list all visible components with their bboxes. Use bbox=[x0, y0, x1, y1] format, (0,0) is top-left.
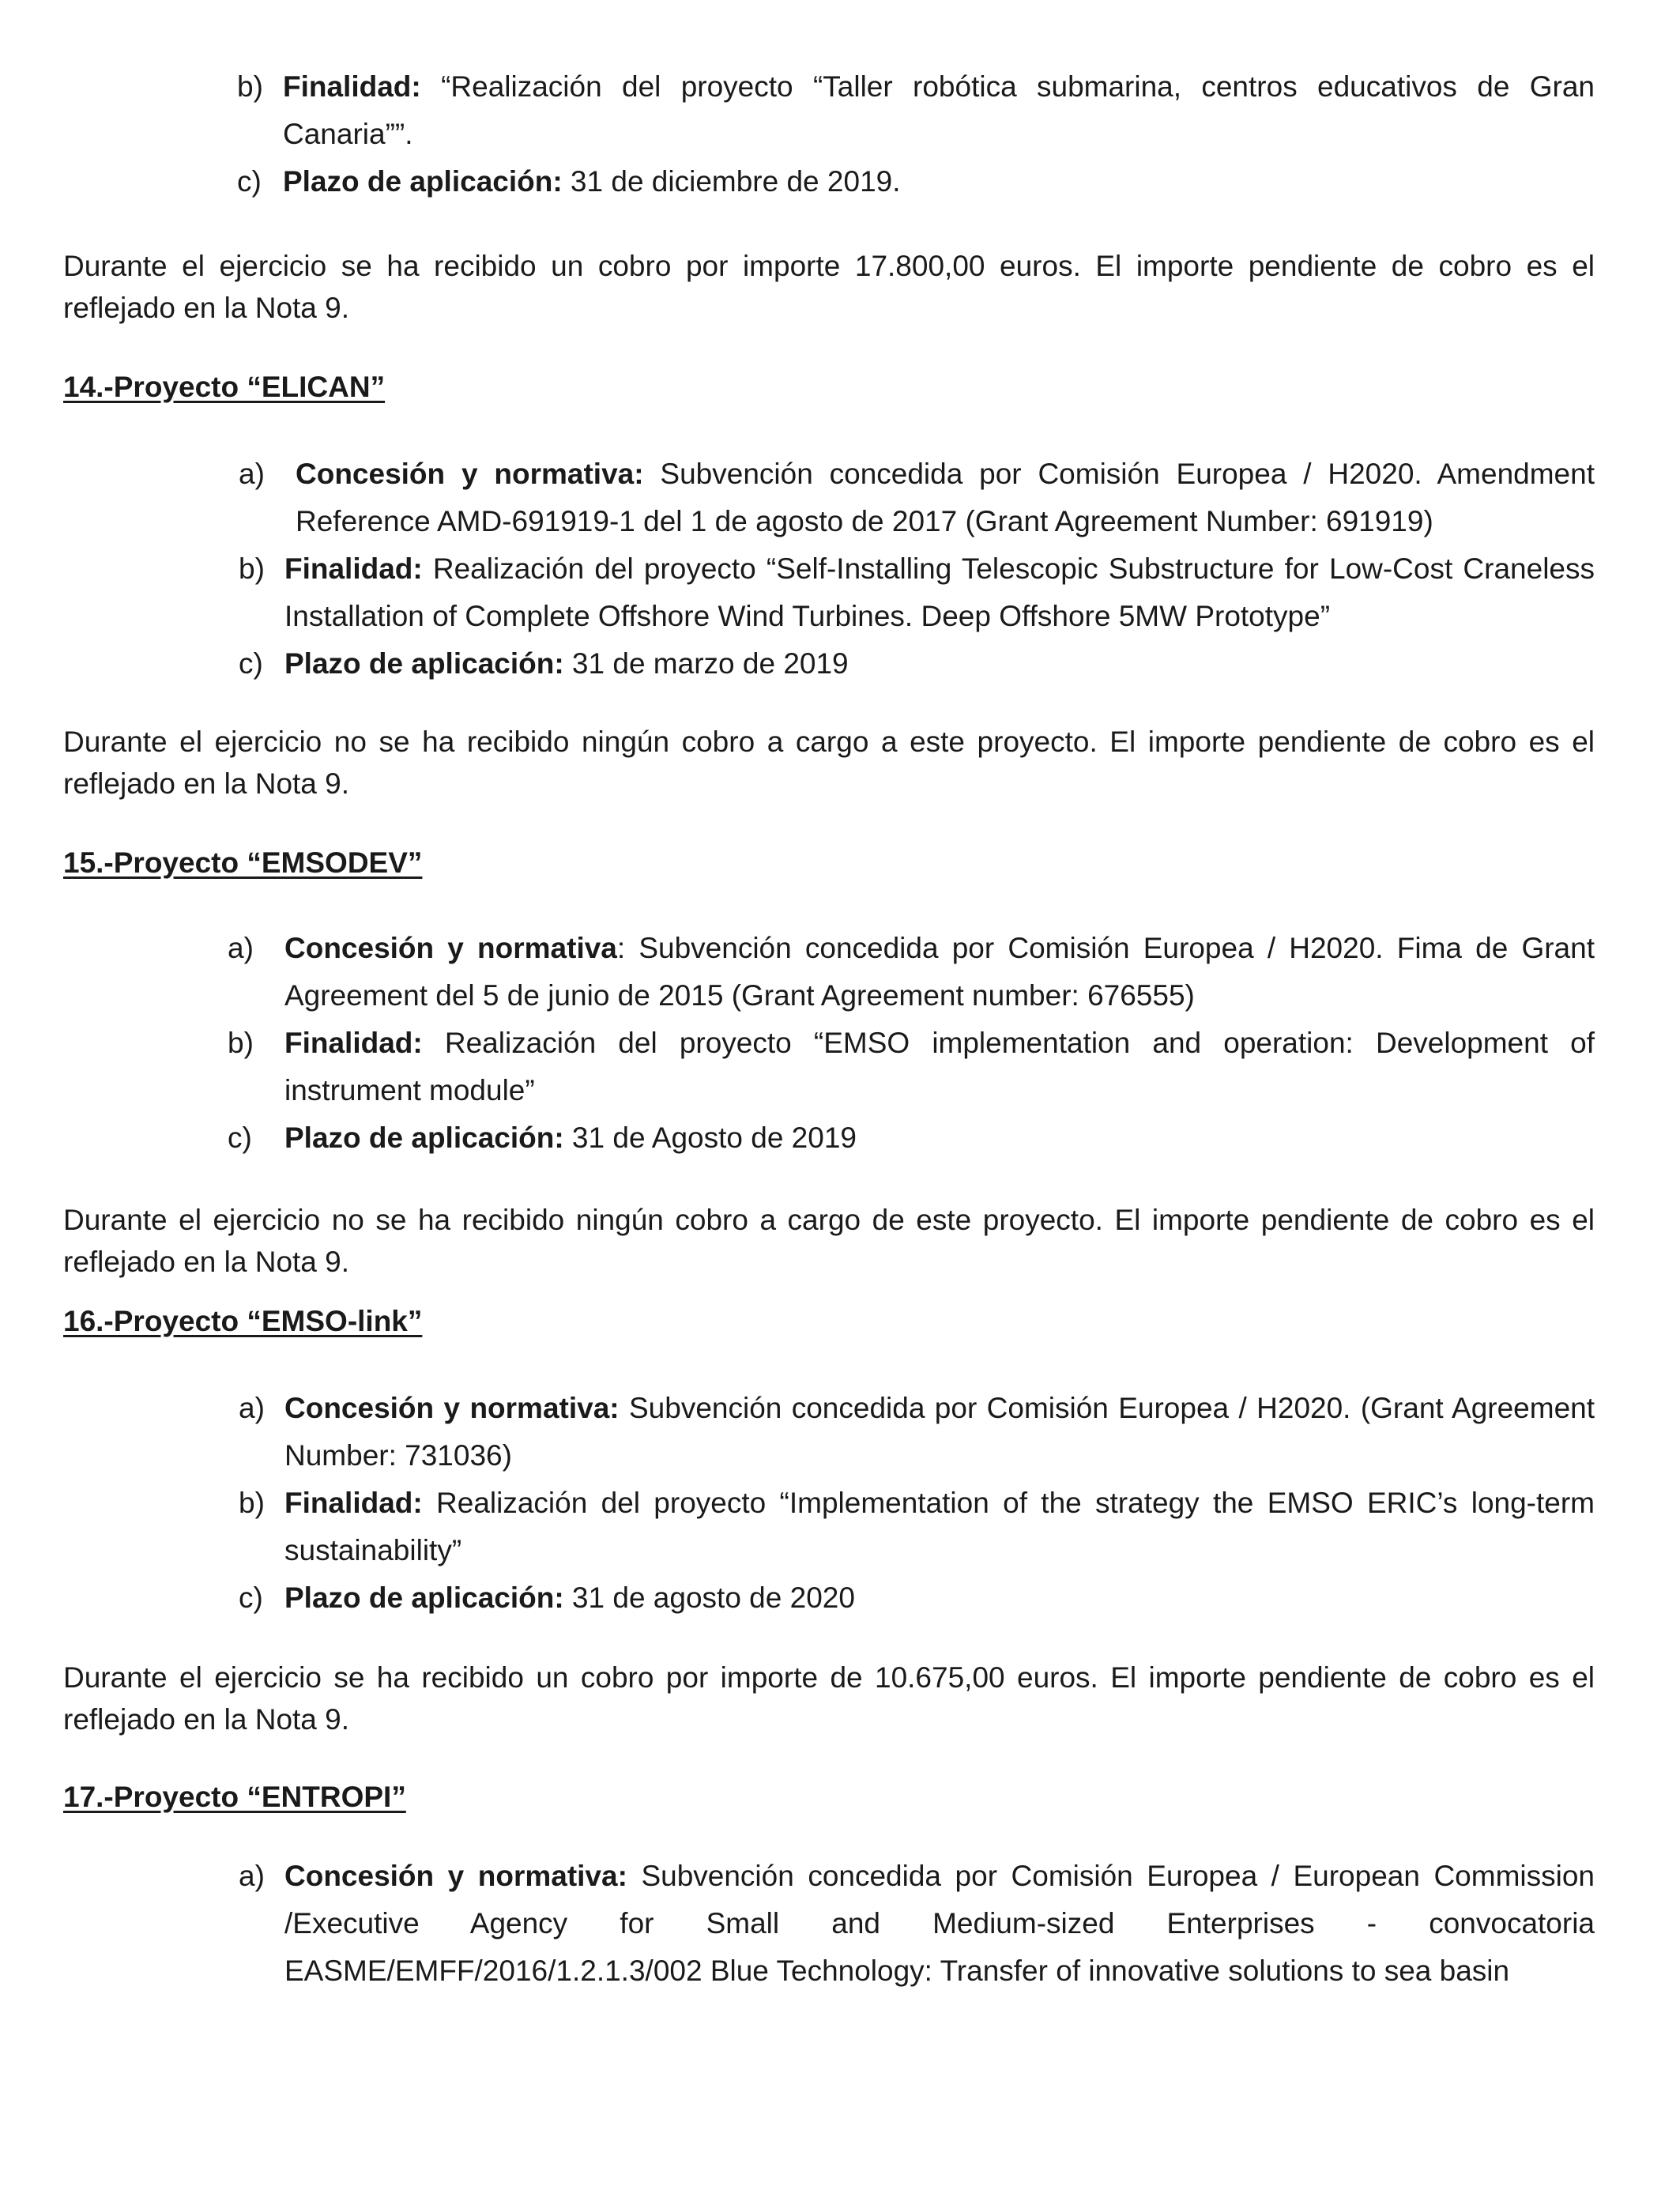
list-item bbox=[228, 1114, 1595, 1162]
item-text: 31 de diciembre de 2019. bbox=[562, 165, 901, 198]
list-marker: c) bbox=[228, 1122, 252, 1154]
section-heading: 16.-Proyecto “EMSO-link” bbox=[63, 1305, 423, 1337]
list-item bbox=[239, 450, 1595, 545]
item-label: Finalidad: bbox=[284, 552, 423, 585]
list-marker: a) bbox=[239, 1860, 265, 1892]
list-marker: c) bbox=[239, 647, 263, 680]
list-item bbox=[237, 63, 1595, 158]
section-list bbox=[228, 925, 1595, 1162]
item-text: Realización del proyecto “EMSO implementation and operation: Development of instrument module” bbox=[284, 1027, 1595, 1106]
item-text: 31 de marzo de 2019 bbox=[563, 647, 849, 680]
item-label: Concesión y normativa: bbox=[296, 458, 644, 490]
item-text: “Realización del proyecto “Taller robótica submarina, centros educativos de Gran Canaria””. bbox=[283, 70, 1595, 150]
item-label: Plazo de aplicación: bbox=[284, 647, 564, 680]
item-label: Plazo de aplicación: bbox=[284, 1581, 564, 1614]
list-item bbox=[228, 1020, 1595, 1114]
list-item bbox=[237, 158, 1595, 205]
section-list bbox=[239, 1853, 1595, 1995]
item-label: Plazo de aplicación: bbox=[283, 165, 563, 198]
list-item bbox=[228, 925, 1595, 1020]
item-text: Subvención concedida por Comisión Europea / European Commission /Executive Agency for Small and Medium-sized Enterprises - convocatoria EASME/EMFF/2016/1.2.1.3/002 Blue Technology: Transfer of innovative solutions to sea basin bbox=[284, 1860, 1595, 1987]
item-text: 31 de agosto de 2020 bbox=[563, 1581, 855, 1614]
item-label: Plazo de aplicación: bbox=[284, 1122, 564, 1154]
list-item bbox=[239, 1480, 1595, 1574]
list-marker: c) bbox=[237, 165, 262, 198]
item-label: Concesión y normativa bbox=[284, 932, 617, 964]
item-label: Finalidad: bbox=[284, 1487, 423, 1519]
section-list bbox=[239, 1385, 1595, 1622]
list-marker: c) bbox=[239, 1581, 263, 1614]
list-item bbox=[239, 1385, 1595, 1480]
paragraph: Durante el ejercicio no se ha recibido ningún cobro a cargo a este proyecto. El importe pendiente de cobro es el reflejado en la Nota 9. bbox=[63, 726, 1595, 800]
section-heading: 15.-Proyecto “EMSODEV” bbox=[63, 846, 423, 879]
list-marker: b) bbox=[239, 552, 265, 585]
list-item bbox=[239, 1574, 1595, 1622]
item-label: Finalidad: bbox=[283, 70, 421, 103]
list-marker: a) bbox=[239, 458, 265, 490]
item-text: Subvención concedida por Comisión Europea / H2020. Amendment Reference AMD-691919-1 del 1 de agosto de 2017 (Grant Agreement Number: 691919) bbox=[296, 458, 1595, 537]
paragraph: Durante el ejercicio no se ha recibido ningún cobro a cargo de este proyecto. El importe pendiente de cobro es el reflejado en la Nota 9. bbox=[63, 1204, 1595, 1278]
top-list bbox=[237, 63, 1595, 205]
item-text: 31 de Agosto de 2019 bbox=[563, 1122, 857, 1154]
item-text: Realización del proyecto “Self-Installing Telescopic Substructure for Low-Cost Craneless Installation of Complete Offshore Wind Turbines. Deep Offshore 5MW Prototype” bbox=[284, 552, 1595, 632]
item-label: Finalidad: bbox=[284, 1027, 423, 1059]
section-list bbox=[239, 450, 1595, 688]
item-text: Realización del proyecto “Implementation of the strategy the EMSO ERIC’s long-term sustainability” bbox=[284, 1487, 1595, 1566]
list-item bbox=[239, 640, 1595, 688]
paragraph: Durante el ejercicio se ha recibido un cobro por importe 17.800,00 euros. El importe pendiente de cobro es el reflejado en la Nota 9. bbox=[63, 250, 1595, 324]
item-text: Subvención concedida por Comisión Europea / H2020. (Grant Agreement Number: 731036) bbox=[284, 1392, 1595, 1472]
list-marker: b) bbox=[228, 1027, 254, 1059]
list-item bbox=[239, 1853, 1595, 1995]
section-heading: 17.-Proyecto “ENTROPI” bbox=[63, 1781, 406, 1813]
list-marker: b) bbox=[237, 70, 263, 103]
item-text: : Subvención concedida por Comisión Europea / H2020. Fima de Grant Agreement del 5 de junio de 2015 (Grant Agreement number: 676555) bbox=[284, 932, 1595, 1012]
list-marker: a) bbox=[228, 932, 254, 964]
paragraph: Durante el ejercicio se ha recibido un cobro por importe de 10.675,00 euros. El importe pendiente de cobro es el reflejado en la Nota 9. bbox=[63, 1661, 1595, 1736]
section-heading: 14.-Proyecto “ELICAN” bbox=[63, 371, 386, 403]
list-item bbox=[239, 545, 1595, 640]
list-marker: a) bbox=[239, 1392, 265, 1424]
item-label: Concesión y normativa: bbox=[284, 1860, 627, 1892]
item-label: Concesión y normativa: bbox=[284, 1392, 620, 1424]
list-marker: b) bbox=[239, 1487, 265, 1519]
